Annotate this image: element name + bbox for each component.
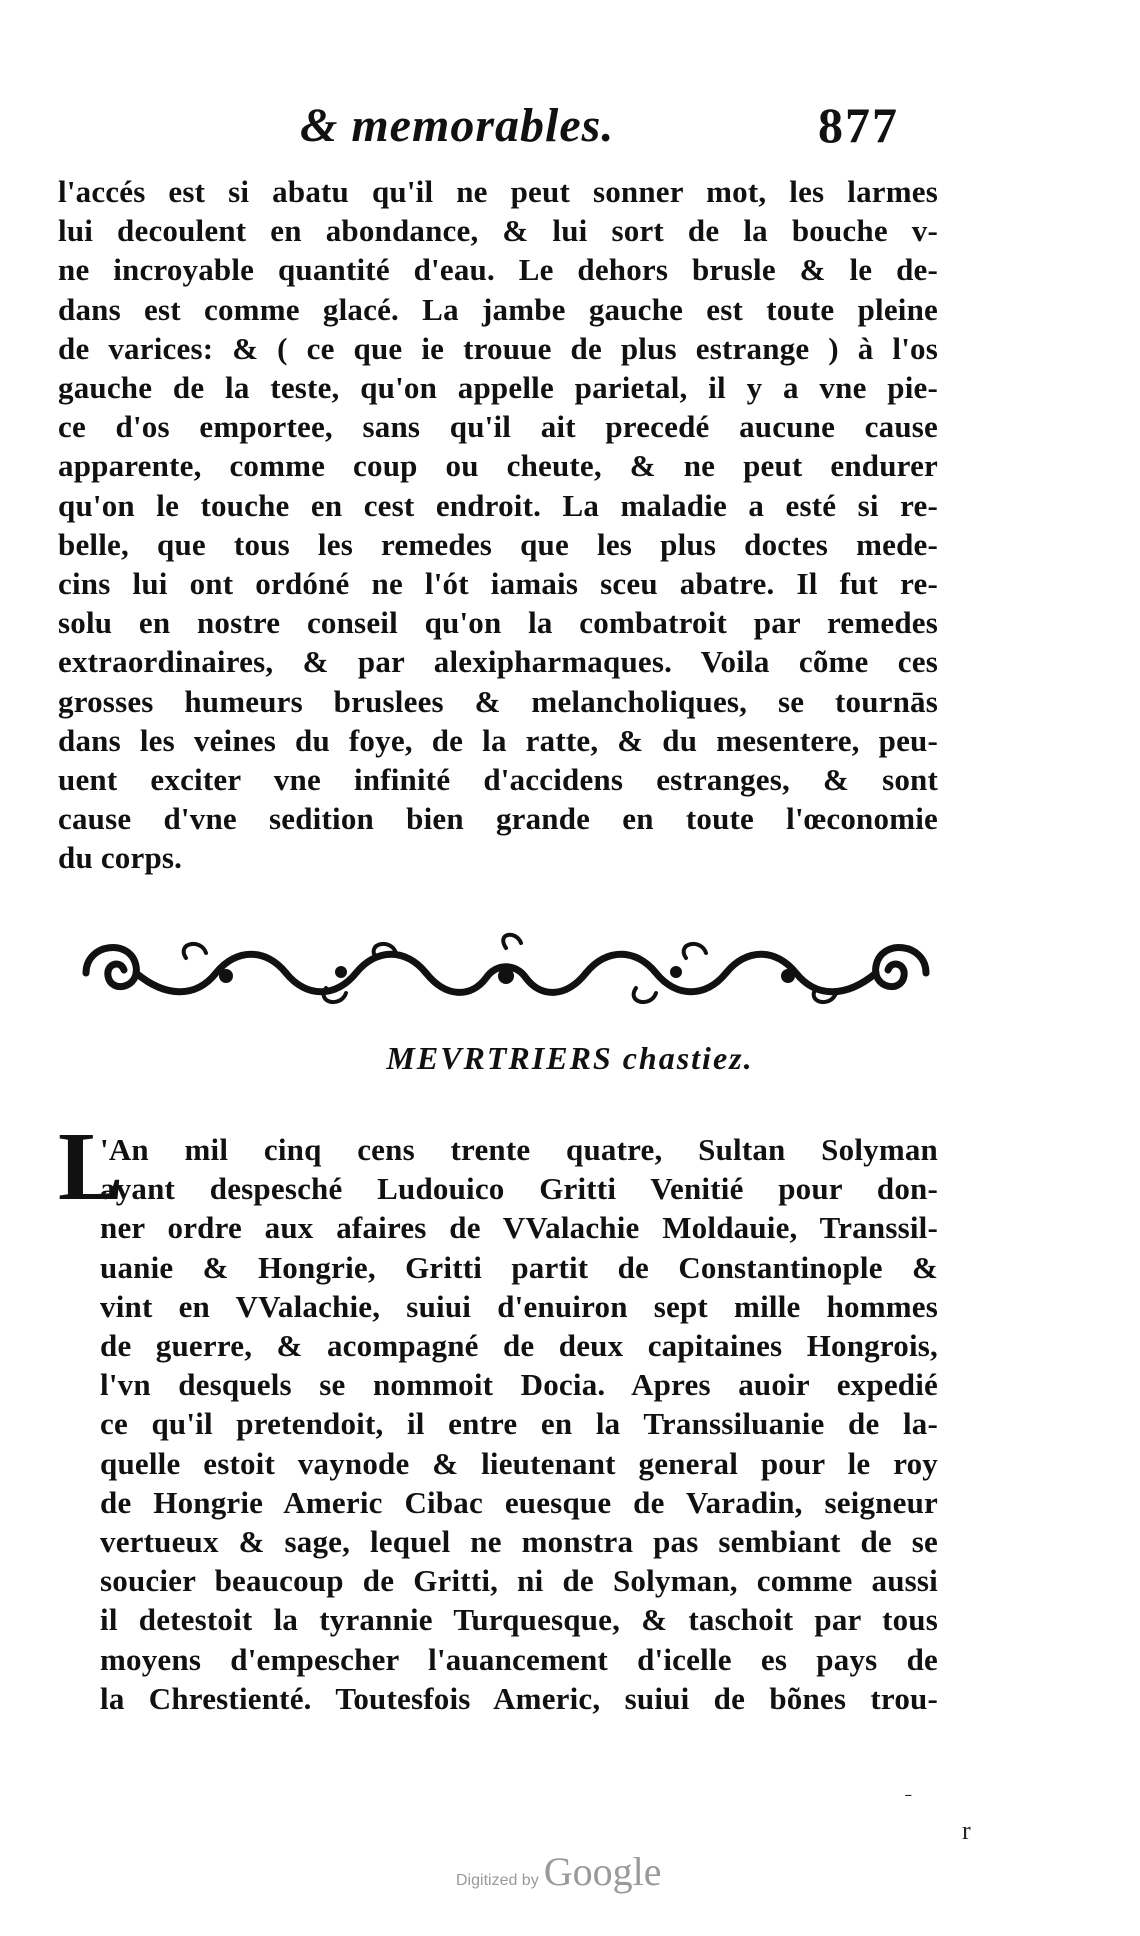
text-line: belle, que tous les remedes que les plus doctes mede- [58,526,938,562]
text-line: l'vn desquels se nommoit Docia. Apres auoir expedié [100,1367,938,1403]
text-line: cause d'vne sedition bien grande en toute l'œconomie [58,801,938,837]
text-line: de varices: & ( ce que ie trouue de plus estrange ) à l'os [58,330,938,366]
text-line: soucier beaucoup de Gritti, ni de Solyman, comme aussi [100,1563,938,1599]
text-line: apparente, comme coup ou cheute, & ne peut endurer [58,448,938,484]
text-line: lui decoulent en abondance, & lui sort de la bouche v- [58,213,938,249]
digitized-watermark [456,1848,662,1895]
text-line: solu en nostre conseil qu'on la combatroit par remedes [58,605,938,641]
text-line: ayant despesché Ludouico Gritti Venitié pour don- [100,1171,938,1207]
text-line: du corps. [58,840,183,876]
text-line: uent exciter vne infinité d'accidens estranges, & sont [58,762,938,798]
text-line: quelle estoit vaynode & lieutenant general pour le roy [100,1445,938,1481]
ornamental-border [76,928,936,1018]
text-line: qu'on le touche en cest endroit. La maladie a esté si re- [58,487,938,523]
text-line: extraordinaires, & par alexipharmaques. Voila cõme ces [58,644,938,680]
text-line: vertueux & sage, lequel ne monstra pas sembiant de se [100,1524,938,1560]
text-line: dans les veines du foye, de la ratte, & du mesentere, peu- [58,722,938,758]
section-heading: MEVRTRIERS chastiez. [386,1040,754,1076]
text-line: de Hongrie Americ Cibac euesque de Varadin, seigneur [100,1484,938,1520]
drop-cap: L [58,1113,124,1221]
text-line: ner ordre aux afaires de VValachie Moldauie, Transsil- [100,1210,938,1246]
paragraph-2 [100,1130,938,1718]
text-line: moyens d'empescher l'auancement d'icelle es pays de [100,1641,938,1677]
text-line: 'An mil cinq cens trente quatre, Sultan Solyman [100,1132,938,1167]
paragraph-1 [58,172,938,878]
google-logo: Google [543,1849,662,1894]
text-line: de guerre, & acompagné de deux capitaines Hongrois, [100,1328,938,1364]
text-line: ne incroyable quantité d'eau. Le dehors brusle & le de- [58,252,938,288]
text-line: cins lui ont ordóné ne l'ót iamais sceu abatre. Il fut re- [58,566,938,602]
text-line: gauche de la teste, qu'on appelle parietal, il y a vne pie- [58,370,938,406]
text-line: dans est comme glacé. La jambe gauche est toute pleine [58,291,938,327]
page-number: 877 [818,97,899,153]
text-line: l'accés est si abatu qu'il ne peut sonner mot, les larmes [58,174,938,209]
text-line: il detestoit la tyrannie Turquesque, & taschoit par tous [100,1602,938,1638]
watermark-prefix: Digitized by [456,1872,539,1889]
text-line: ce d'os emportee, sans qu'il ait precedé aucune cause [58,409,938,445]
text-line: ce qu'il pretendoit, il entre en la Transsiluanie de la- [100,1406,938,1442]
stray-mark: r [962,1816,971,1845]
text-line: la Chrestienté. Toutesfois Americ, suiui de bõnes trou- [100,1680,938,1716]
running-head: & memorables. [300,99,615,152]
text-line: vint en VValachie, suiui d'enuiron sept mille hommes [100,1288,938,1324]
stray-mark: ˉ [905,1790,912,1812]
text-line: grosses humeurs bruslees & melancholiques, se tournās [58,683,938,719]
text-line: uanie & Hongrie, Gritti partit de Constantinople & [100,1249,938,1285]
